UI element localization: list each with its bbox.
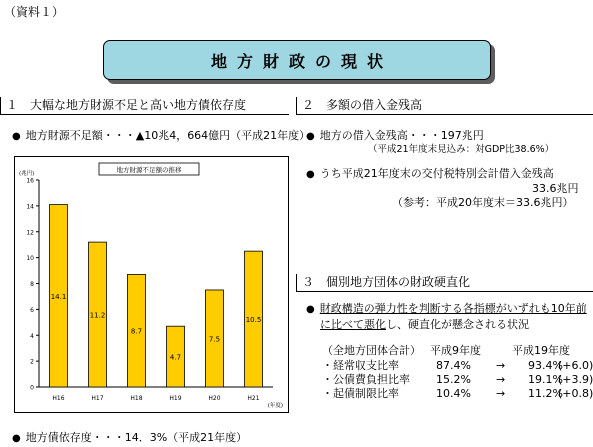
table-header-label: （全地方団体合計） [322, 344, 421, 357]
y-tick-label: 16 [26, 177, 34, 185]
bar-value-label: 10.5 [245, 316, 262, 325]
bar-value-label: 14.1 [50, 292, 67, 301]
chart-bars [50, 205, 263, 387]
chart-title: 地方財源不足額の推移 [116, 166, 182, 174]
chart-title-box [99, 163, 199, 175]
section1-heading: １ 大幅な地方財源不足と高い地方債依存度 [0, 97, 289, 115]
section3-bullet [306, 302, 587, 317]
table-row-1-v1: 15.2% [436, 373, 471, 386]
bar-value-label: 4.7 [169, 353, 182, 362]
page-title: 地方財政の現状 [210, 51, 393, 71]
y-tick-label: 14 [26, 203, 34, 211]
table-row-2-v1: 10.4% [436, 387, 471, 400]
section2-line2-value: 33.6兆円 [532, 182, 579, 195]
y-tick-label: 8 [30, 281, 34, 288]
table-row-2-arrow: → [496, 387, 506, 400]
section2-line1: 地方の借入金残高・・・197兆円 [319, 129, 484, 142]
table-header-col2: 平成19年度 [512, 344, 570, 357]
section1-bullet-text: 地方財源不足額・・・▲10兆4，664億円（平成21年度） [25, 129, 311, 142]
y-tick-label: 2 [30, 358, 34, 366]
table-header-col1: 平成9年度 [430, 344, 481, 357]
table-row-2-v2: 11.2% [528, 387, 563, 400]
section3-text-underlined: に比べて悪化 [320, 318, 386, 331]
bar-value-label: 8.7 [130, 327, 143, 336]
bar-value-label: 11.2 [89, 311, 106, 320]
document-label: （資料１） [4, 5, 65, 19]
deficit-chart [14, 156, 289, 413]
section3-text-line1: 財政構造の弾力性を判断する各指標がいずれも10年前 [319, 302, 587, 315]
table-row-2-diff: (+0.8) [558, 387, 593, 400]
y-tick-label: 4 [30, 332, 34, 340]
section2-bullet-special-account [306, 167, 554, 182]
x-tick-label: H16 [52, 395, 65, 402]
y-tick-label: 6 [30, 306, 34, 314]
section1-bullet-deficit [12, 129, 310, 144]
x-tick-label: H21 [247, 395, 260, 402]
section3-heading: ３ 個別地方団体の財政硬直化 [296, 274, 593, 292]
table-row-0-arrow: → [496, 359, 506, 372]
section3-text-line2 [320, 318, 529, 332]
table-row-0-v1: 87.4% [436, 359, 471, 372]
table-row-1-label: ・公債費負担比率 [322, 373, 410, 386]
x-tick-label: H17 [91, 395, 104, 402]
chart-axes [36, 180, 273, 387]
table-row-0-label: ・経常収支比率 [322, 359, 399, 372]
bar-value-label: 7.5 [208, 335, 221, 344]
x-tick-label: H20 [208, 395, 221, 402]
section2-bullet-debt [306, 129, 484, 144]
section1-bullet-dependency [12, 431, 247, 446]
section2-line2: うち平成21年度末の交付税特別会計借入金残高 [319, 167, 554, 180]
section2-line2-note: （参考：平成20年度末＝33.6兆円） [392, 196, 574, 209]
table-row-1-arrow: → [496, 373, 506, 386]
x-tick-label: H19 [169, 395, 182, 402]
x-tick-label: H18 [130, 395, 143, 402]
section3-text-rest: し、硬直化が懸念される状況 [386, 318, 529, 331]
table-row-0-v2: 93.4% [528, 359, 563, 372]
section2-heading: ２ 多額の借入金残高 [296, 97, 593, 115]
table-row-1-diff: (+3.9) [558, 373, 593, 386]
y-tick-label: 0 [30, 384, 34, 392]
table-row-2-label: ・起債制限比率 [322, 387, 399, 400]
section1-bottom-text: 地方債依存度・・・14．3%（平成21年度） [25, 431, 248, 444]
table-row-1-v2: 19.1% [528, 373, 563, 386]
title-banner [103, 40, 491, 80]
y-axis-unit: (兆円) [19, 171, 35, 177]
chart-canvas [15, 157, 288, 412]
y-tick-label: 10 [26, 255, 34, 263]
y-tick-label: 12 [26, 229, 34, 237]
section2-line1-sub: （平成21年度末見込み：対GDP比38.6%） [368, 144, 555, 155]
x-axis-unit: (年度) [267, 403, 283, 409]
table-row-0-diff: (+6.0) [558, 359, 593, 372]
